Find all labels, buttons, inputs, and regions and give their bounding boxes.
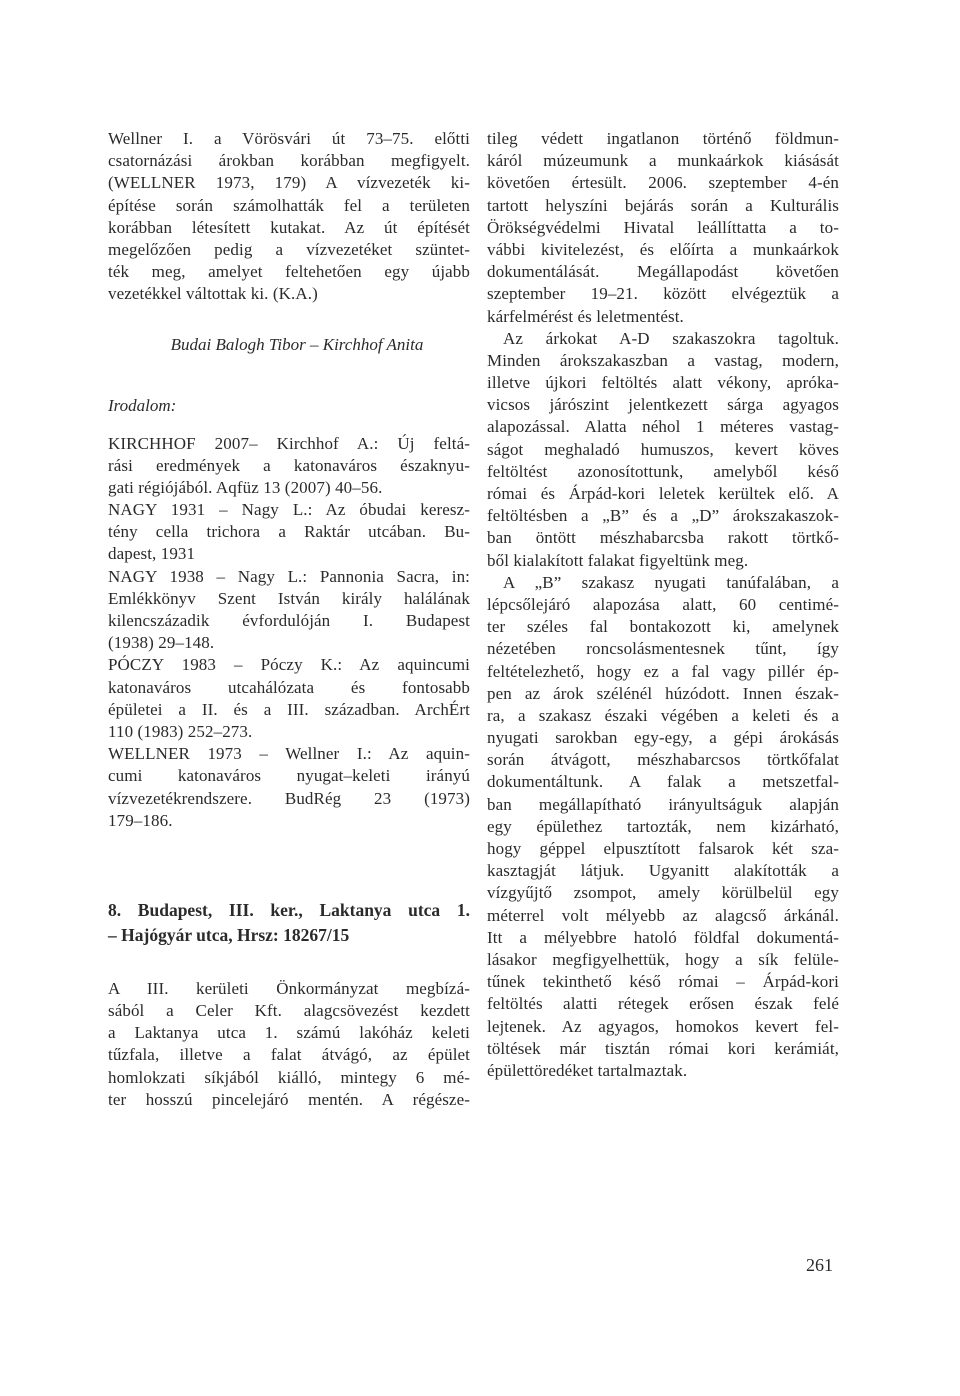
text-line: Emlékkönyv Szent István király halálának — [108, 588, 470, 608]
reference-entry — [108, 566, 470, 655]
section-heading-line: 8. Budapest, III. ker., Laktanya utca 1. — [108, 899, 470, 920]
text-line: csatornázási árokban korábban megfigyelt. — [108, 151, 470, 171]
text-line: ter hosszú pincelejáró mentén. A régésze- — [108, 1089, 470, 1109]
text-line: lásakor megfigyelhettük, hogy a sík felüle- — [487, 949, 839, 969]
text-line: dokumentáltunk. A falak a metszetfal- — [487, 772, 839, 792]
intro-paragraph — [108, 128, 470, 306]
text-line: építése során számolhatták fel a területen — [108, 195, 470, 215]
text-line: (WELLNER 1973, 179) A vízvezeték ki- — [108, 173, 470, 193]
section-paragraph — [108, 978, 470, 1111]
text-line: tartott helyszíni bejárás során a Kulturális — [487, 195, 839, 215]
text-line: szeptember 19–21. között elvégeztük a — [487, 284, 839, 304]
text-line: vezetékkel váltottak ki. (K.A.) — [108, 284, 318, 304]
page-number: 261 — [806, 1255, 833, 1275]
reference-entry — [108, 654, 470, 743]
text-line: ter széles fal bontakozott ki, amelynek — [487, 617, 839, 637]
text-line: ban megállapítható irányultságuk alapján — [487, 794, 839, 814]
text-line: ban öntött mészhabarcsba rakott törtkő- — [487, 528, 839, 548]
reference-entry — [108, 499, 470, 566]
text-line: vízvezetékrendszere. BudRég 23 (1973) — [108, 788, 470, 808]
text-line: NAGY 1931 – Nagy L.: Az óbudai keresz- — [108, 500, 470, 520]
text-line: illetve újkori feltöltés alatt vékony, apróka- — [487, 373, 839, 393]
text-line: WELLNER 1973 – Wellner I.: Az aquin- — [108, 744, 470, 764]
text-line: 179–186. — [108, 810, 173, 830]
text-line: gati régiójából. Aqfüz 13 (2007) 40–56. — [108, 477, 383, 497]
text-line: lejtenek. Az agyagos, homokos kevert fel- — [487, 1016, 839, 1036]
text-line: Örökségvédelmi Hivatal leállíttatta a to- — [487, 217, 839, 237]
text-line: feltöltést azonosítottunk, amelyből késő — [487, 461, 839, 481]
text-line: követően értesült. 2006. szeptember 4-én — [487, 173, 839, 193]
text-line: tűnek tekinthető késő római – Árpád-kori — [487, 972, 839, 992]
text-line: tűzfala, illetve a falat átvágó, az épület — [108, 1045, 470, 1065]
text-line: feltöltésben a „B” és a „D” árokszakaszok- — [487, 506, 839, 526]
text-line: ből kialakított falakat figyeltünk meg. — [487, 550, 749, 570]
text-line: vábbi kivitelezést, és előírta a munkaárkok — [487, 239, 839, 259]
text-line: cumi katonaváros nyugat–keleti irányú — [108, 766, 470, 786]
text-line: 110 (1983) 252–273. — [108, 721, 253, 741]
text-line: kasztagját látjuk. Ugyanitt alakították a — [487, 861, 839, 881]
text-line: A „B” szakasz nyugati tanúfalában, a — [503, 572, 839, 592]
section-heading-line: – Hajógyár utca, Hrsz: 18267/15 — [108, 924, 350, 945]
body-paragraph — [487, 572, 839, 1082]
text-line: alapozással. Alatta néhol 1 méteres vastag- — [487, 417, 839, 437]
text-line: Az árkokat A-D szakaszokra tagoltuk. — [503, 328, 839, 348]
text-line: korábban létesített kutakat. Az út építését — [108, 217, 470, 237]
text-line: KIRCHHOF 2007– Kirchhof A.: Új feltá- — [108, 433, 470, 453]
text-line: hogy géppel elpusztított falsarok két sza- — [487, 839, 839, 858]
author-byline: Budai Balogh Tibor – Kirchhof Anita — [170, 334, 424, 354]
reference-entry — [108, 743, 470, 832]
text-line: kárfelmérést és leletmentést. — [487, 306, 684, 326]
text-line: méterrel volt mélyebb az alagcső árkánál. — [487, 905, 839, 925]
text-line: Minden árokszakaszban a vastag, modern, — [487, 350, 839, 370]
body-paragraph — [487, 128, 839, 328]
text-line: pen az árok szélénél húzódott. Innen észak- — [487, 683, 839, 703]
text-line: megelőzően pedig a vízvezetéket szüntet- — [108, 239, 470, 259]
reference-list — [108, 433, 470, 832]
text-line: a Laktanya utca 1. számú lakóház keleti — [108, 1023, 470, 1043]
text-line: római és Árpád-kori leletek kerültek elő. A — [487, 484, 839, 503]
text-line: feltételezhető, hogy ez a fal vagy pillér ép- — [487, 661, 839, 681]
reference-entry — [108, 433, 470, 500]
text-line: tény cella trichora a Raktár utcában. Bu- — [108, 522, 470, 542]
text-line: töltések már tisztán római kori kerámiát, — [487, 1038, 839, 1058]
text-line: homlokzati síkjából kiálló, mintegy 6 mé- — [108, 1067, 470, 1087]
text-line: kilencszázadik évfordulóján I. Budapest — [108, 611, 470, 630]
text-line: lépcsőlejáró alapozása alatt, 60 centimé- — [487, 594, 839, 614]
section-heading — [108, 898, 470, 948]
text-line: Itt a mélyebbre hatoló földfal dokumentá- — [487, 927, 839, 947]
text-line: épületei a II. és a III. században. ArchÉrt — [108, 699, 470, 719]
text-line: NAGY 1938 – Nagy L.: Pannonia Sacra, in: — [108, 566, 470, 586]
text-line: dokumentálását. Megállapodást követően — [487, 262, 839, 282]
text-line: katonaváros utcahálózata és fontosabb — [108, 677, 470, 697]
text-line: káról múzeumunk a munkaárkok kiásását — [487, 151, 839, 171]
text-line: nyugati sarokban egy-egy, a gépi árokásás — [487, 728, 839, 748]
text-line: vízgyűjtő zsompot, amely körülbelül egy — [487, 883, 839, 903]
text-line: rási eredmények a katonaváros északnyu- — [108, 455, 470, 475]
text-line: ték meg, amelyet feltehetően egy újabb — [108, 262, 470, 282]
text-line: sából a Celer Kft. alagcsövezést kezdett — [108, 1001, 470, 1021]
text-line: nézetében roncsolásmentesnek tűnt, így — [487, 639, 839, 659]
text-line: ra, a szakasz északi végében a keleti és a — [487, 705, 839, 725]
left-column — [108, 128, 470, 1111]
text-line: ságot meghaladó humuszos, kevert köves — [487, 439, 839, 459]
text-line: PÓCZY 1983 – Póczy K.: Az aquincumi — [108, 655, 470, 675]
text-line: feltöltés alatti rétegek erősen észak felé — [487, 994, 839, 1014]
right-column — [487, 128, 839, 1082]
literature-heading: Irodalom: — [108, 395, 177, 415]
text-line: egy épülethez tartozták, nem kizárható, — [487, 816, 839, 836]
text-line: vicsos járószint jelentkezett sárga agyagos — [487, 395, 839, 415]
text-line: dapest, 1931 — [108, 544, 196, 564]
text-line: során átvágott, mészhabarcsos törtkőfalat — [487, 750, 839, 770]
text-line: épülettöredéket tartalmaztak. — [487, 1060, 688, 1080]
text-line: Wellner I. a Vörösvári út 73–75. előtti — [108, 129, 470, 148]
text-line: A III. kerületi Önkormányzat megbízá- — [108, 978, 470, 998]
body-paragraph — [487, 328, 839, 572]
text-line: (1938) 29–148. — [108, 633, 215, 653]
text-line: tileg védett ingatlanon történő földmun- — [487, 129, 839, 148]
